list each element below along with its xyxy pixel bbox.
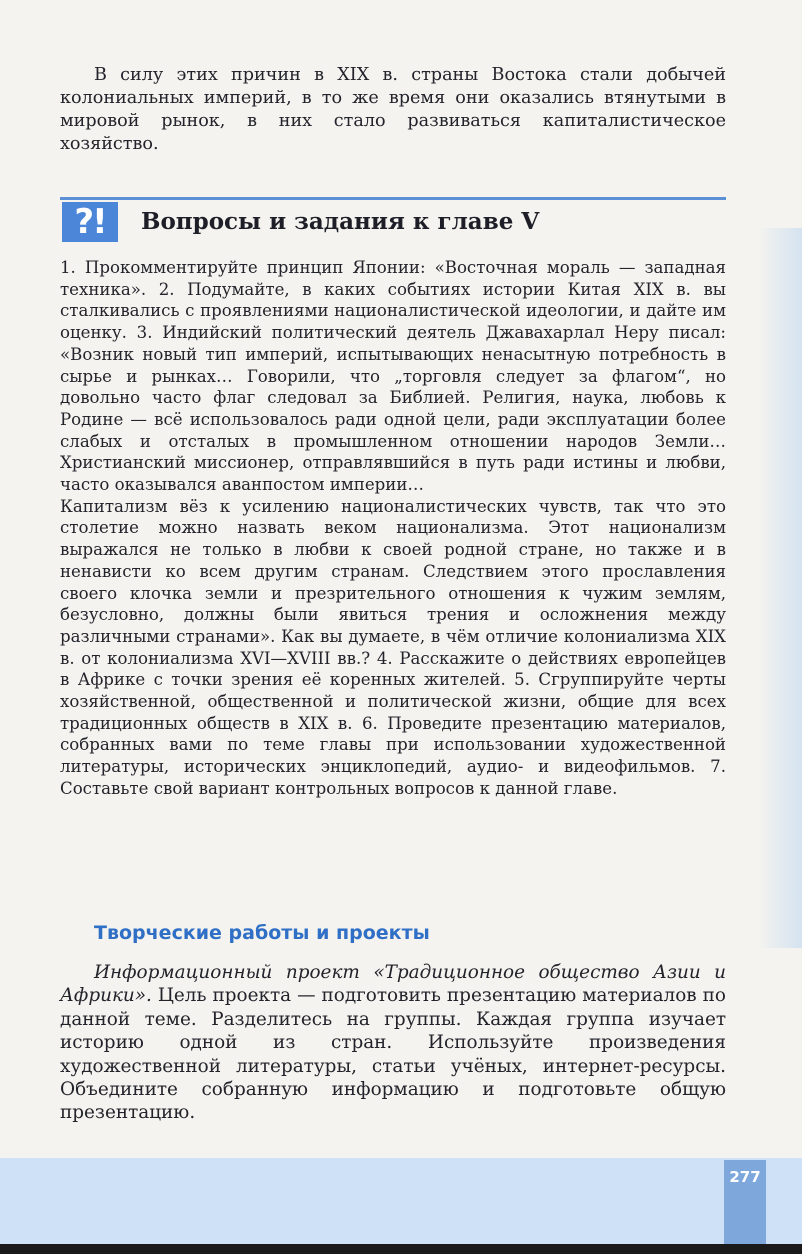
questions-paragraph-2: Капитализм вёз к усилению националистических чувств, так что это столетие можно назвать веком национализма. Этот национализм выражался не только в любви к своей родной стране, но также и в ненависти ко всем другим странам. Следствием этого прославления своего клочка земли и презрительного отношения к чужим землям, безусловно, должны были явиться трения и осложнения между различными странами». Как вы думаете, в чём отличие колониализма XIX в. от колониализма XVI—XVIII вв.? 4. Расскажите о действиях европейцев в Африке с точки зрения её коренных жителей. 5. Сгруппируйте черты хозяйственной, общественной и политической жизни, общие для всех традиционных обществ в XIX в. 6. Проведите презентацию материалов, собранных вами по теме главы при использовании художественной литературы, исторических энциклопедий, аудио- и видеофильмов. 7. Составьте свой вариант контрольных вопросов к данной главе.: [60, 496, 726, 798]
project-title: Информационный проект «Традиционное общество Азии и Африки».: [60, 962, 726, 1007]
right-margin-tint: [758, 228, 802, 948]
footer-band: [0, 1158, 802, 1254]
section-title: Вопросы и задания к главе V: [141, 208, 540, 235]
questions-paragraph-1: 1. Прокомментируйте принцип Японии: «Восточная мораль — западная техника». 2. Подумайте, в каких событиях истории Китая XIX в. вы сталкивались с проявлениями националистической идеологии, и дайте им оценку. 3. Индийский политический деятель Джавахарлал Неру писал: «Возник новый тип империй, испытывающих ненасытную потребность в сырье и рынках… Говорили, что „торговля следует за флагом“, но довольно часто флаг следовал за Библией. Религия, наука, любовь к Родине — всё использовалось ради одной цели, ради эксплуатации более слабых и отсталых в промышленном отношении народов Земли… Христианский миссионер, отправлявшийся в путь ради истины и любви, часто оказывался аванпостом империи…: [60, 258, 726, 495]
project-description: Цель проекта — подготовить презентацию материалов по данной теме. Разделитесь на группы. Каждая группа изучает историю одной из стран. Используйте произведения художественной литературы, статьи учёных, интернет-ресурсы. Объедините собранную информацию и подготовьте общую презентацию.: [60, 985, 726, 1124]
questions-block: [60, 257, 726, 800]
projects-heading: Творческие работы и проекты: [94, 922, 430, 944]
page-number-box: [724, 1160, 766, 1244]
page-number: 277: [729, 1168, 761, 1186]
intro-paragraph: В силу этих причин в XIX в. страны Востока стали добычей колониальных империй, в то же время они оказались втянутыми в мировой рынок, в них стало развиваться капиталистическое хозяйство.: [60, 65, 726, 154]
section-divider: [60, 197, 726, 200]
question-exclamation-icon: ?!: [62, 202, 118, 242]
project-paragraph: [60, 961, 726, 1125]
scan-bottom-edge: [0, 1244, 802, 1254]
